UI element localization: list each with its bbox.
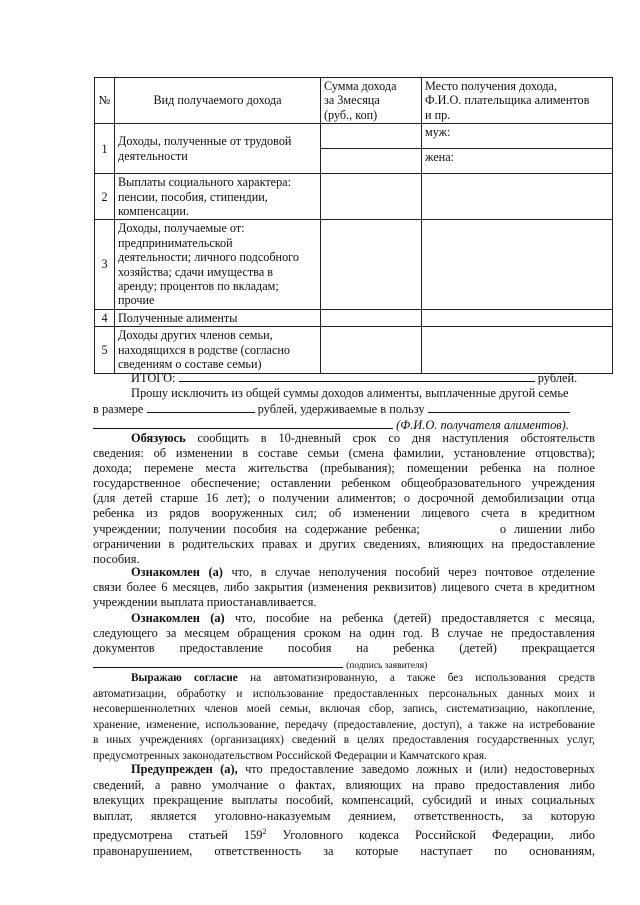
cell-sum-husband[interactable] (321, 124, 422, 149)
total-blank[interactable] (179, 370, 535, 382)
row-income-kind: Доходы других членов семьи, находящихся в родстве (согласно сведениям о составе семьи) (115, 327, 321, 373)
alimony-recipient-line: (Ф.И.О. получателя алиментов). (93, 417, 595, 433)
cell-place[interactable] (422, 309, 613, 326)
total-section: ИТОГО: рублей. Прошу исключить из общей суммы доходов алименты, выплаченные другой семье в размере рублей, удерживаемые в пользу (Ф.И.О. получателя алиментов). (93, 370, 595, 433)
obligation-paragraph: Обязуюсь сообщить в 10-дневный срок со дня наступления обстоятельств сведения: об изменении в составе семьи (смена фамилии, установление отцовства); дохода; перемене места жительства (пребывания); помещении ребенка на полное государственное обеспечение; оставлении ребенком общеобразовательного учреждения (для детей старше 16 лет); о получении алиментов; о досрочной демобилизации отца ребенка из рядов вооруженных сил; об изменении лицевого счета в кредитном учреждении; получении пособия на содержание ребенка; о лишении либо ограничении в родительских правах и других сведениях, влияющих на предоставление пособия. (93, 431, 595, 566)
row-income-kind: Выплаты социального характера: пенсии, пособия, стипендии, компенсации. (115, 174, 321, 220)
row-income-kind: Полученные алименты (115, 309, 321, 326)
row-number: 3 (95, 220, 115, 309)
cell-sum[interactable] (321, 309, 422, 326)
header-income-kind: Вид получаемого дохода (115, 78, 321, 124)
row-number: 4 (95, 309, 115, 326)
header-sum: Сумма дохода за 3месяца (руб., коп) (321, 78, 422, 124)
cell-sum-wife[interactable] (321, 149, 422, 174)
cell-place-husband[interactable]: муж: (422, 124, 613, 149)
cell-sum[interactable] (321, 174, 422, 220)
table-row (95, 220, 613, 309)
cell-place[interactable] (422, 327, 613, 373)
cell-place[interactable] (422, 220, 613, 309)
income-table (94, 77, 613, 374)
cell-place-wife[interactable]: жена: (422, 149, 613, 174)
total-line: ИТОГО: рублей. (131, 371, 578, 385)
row-income-kind: Доходы, получаемые от: предпринимательской деятельности; личного подсобного хозяйства; сдачи имущества в аренду; процентов по вкладам; прочие (115, 220, 321, 309)
alimony-amount-line: в размере рублей, удерживаемые в пользу (93, 401, 595, 417)
row-income-kind: Доходы, полученные от трудовой деятельности (115, 124, 321, 174)
income-table-header (95, 78, 613, 124)
signature-line: (подпись заявителя) (93, 656, 595, 672)
alimony-recipient-name-blank[interactable] (93, 417, 393, 429)
table-row (95, 309, 613, 326)
row-number: 2 (95, 174, 115, 220)
acquainted-period-paragraph: Ознакомлен (а) что, пособие на ребенка (детей) предоставляется с месяца, следующего за месяцем обращения сроком на один год. В случае не предоставления документов предоставление пособия на ребенка (детей) прекращается (подпись заявителя) (93, 611, 595, 672)
consent-paragraph: Выражаю согласие на автоматизированную, а также без использования средств автоматизации, обработку и использование предоставленных персональных данных моих и несовершеннолетних членов моей семьи, включая сбор, запись, систематизацию, накопление, хранение, изменение, использование, передачу (предоставление, доступ), а также на истребование в иных учреждениях (организациях) сведений в целях предоставления государственных услуг, предусмотренных законодательством Российской Федерации и Камчатского края. (93, 672, 596, 762)
header-place: Место получения дохода, Ф.И.О. плательщика алиментов и пр. (422, 78, 613, 124)
cell-sum[interactable] (321, 327, 422, 373)
alimony-recipient-blank[interactable] (428, 401, 570, 413)
signature-blank[interactable] (93, 656, 343, 668)
table-row (95, 124, 613, 149)
cell-place[interactable] (422, 174, 613, 220)
cell-sum[interactable] (321, 220, 422, 309)
row-number: 1 (95, 124, 115, 174)
warning-paragraph: Предупрежден (а), что предоставление заведомо ложных и (или) недостоверных сведений, а равно умолчание о фактах, влияющих на право предоставления либо влекущих прекращение выплаты пособий, компенсаций, субсидий и иных социальных выплат, является уголовно-наказуемым деянием, ответственность, за которую предусмотрена статьей $159^2$ Уголовного кодекса Российской Федерации, либо правонарушением, ответственность за которые наступает по основаниям, (93, 762, 595, 859)
header-number: № (95, 78, 115, 124)
alimony-amount-blank[interactable] (147, 401, 255, 413)
table-row (95, 327, 613, 373)
acquainted-suspension-paragraph: Ознакомлен (а) что, в случае неполучения пособий через почтовое отделение связи более 6 месяцев, либо закрытия (изменения реквизитов) лицевого счета в кредитном учреждении выплата приостанавливается. (93, 565, 595, 610)
row-number: 5 (95, 327, 115, 373)
table-row (95, 174, 613, 220)
